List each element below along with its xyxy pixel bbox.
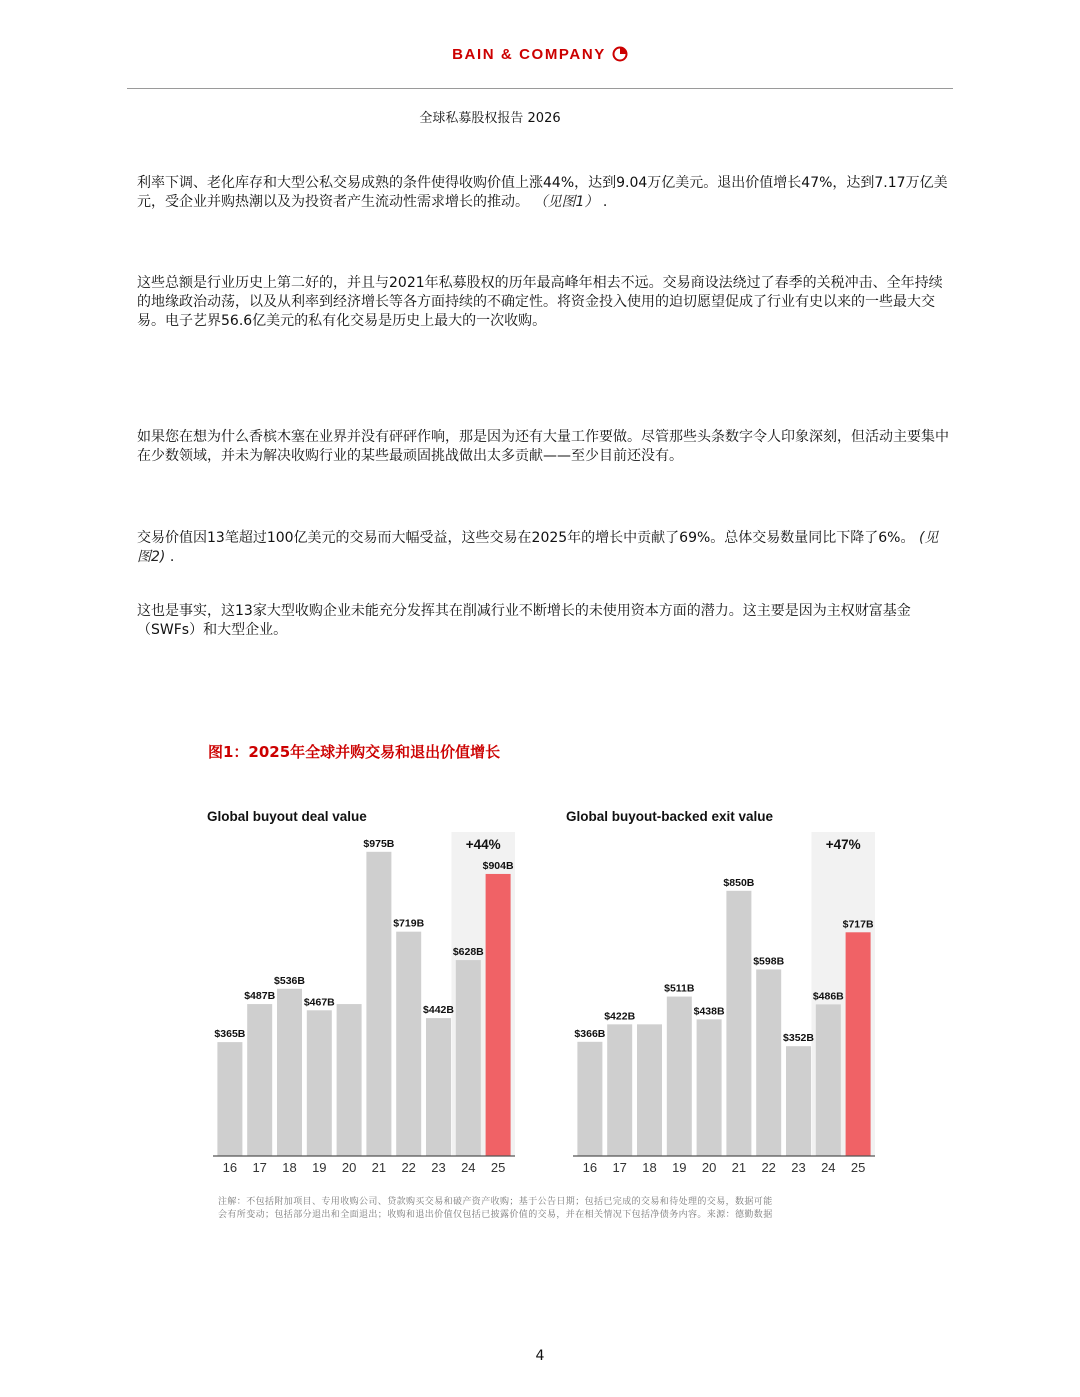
x-tick-label: 18 bbox=[282, 1160, 297, 1175]
bar-25 bbox=[846, 932, 871, 1156]
paragraph-tail: . bbox=[169, 549, 175, 565]
company-logo bbox=[0, 46, 1080, 63]
data-label: $719B bbox=[393, 917, 425, 930]
bar-23 bbox=[426, 1018, 451, 1156]
paragraph-text: 利率下调、老化库存和大型公私交易成熟的条件使得收购价值上涨44%，达到9.04万亿美元。退出价值增长47%，达到7.17万亿美元，受企业并购热潮以及为投资者产生流动性需求增长的推动。 bbox=[137, 175, 948, 210]
bar-23 bbox=[786, 1046, 811, 1156]
footnote-line: 注解：不包括附加项目、专用收购公司、贷款购买交易和破产资产收购；基于公告日期；包括已完成的交易和待处理的交易，数据可能 bbox=[218, 1197, 773, 1207]
data-label: $717B bbox=[842, 918, 874, 931]
paragraph-tail: . bbox=[602, 194, 608, 210]
bar-21 bbox=[366, 852, 391, 1156]
x-tick-label: 21 bbox=[731, 1160, 747, 1175]
data-label: $536B bbox=[274, 974, 305, 987]
figure-reference: （见图1） bbox=[533, 194, 599, 210]
bar-25 bbox=[486, 874, 511, 1156]
x-tick-label: 18 bbox=[642, 1160, 657, 1175]
x-tick-label: 19 bbox=[672, 1160, 687, 1175]
data-label: $365B bbox=[214, 1028, 246, 1041]
growth-annotation: +47% bbox=[825, 837, 861, 852]
data-label: $487B bbox=[244, 990, 276, 1003]
paragraph-5 bbox=[137, 602, 952, 640]
bar-18 bbox=[637, 1024, 662, 1156]
x-tick-label: 21 bbox=[371, 1160, 387, 1175]
bar-20 bbox=[697, 1019, 722, 1156]
x-tick-label: 17 bbox=[612, 1160, 627, 1175]
chart-title-exit-value: Global buyout-backed exit value bbox=[566, 809, 774, 824]
bar-22 bbox=[396, 932, 421, 1156]
x-tick-label: 24 bbox=[461, 1160, 476, 1175]
bar-21 bbox=[726, 891, 751, 1156]
data-label: $975B bbox=[363, 837, 395, 850]
x-tick-label: 24 bbox=[821, 1160, 836, 1175]
data-label: $467B bbox=[303, 996, 335, 1009]
bar-18 bbox=[277, 989, 302, 1156]
data-label: $628B bbox=[452, 946, 484, 959]
bar-16 bbox=[577, 1042, 602, 1156]
data-label: $850B bbox=[723, 876, 755, 889]
x-tick-label: 20 bbox=[341, 1160, 357, 1175]
x-tick-label: 22 bbox=[401, 1160, 416, 1175]
figure-footnote bbox=[218, 1196, 878, 1222]
x-tick-label: 16 bbox=[582, 1160, 598, 1175]
data-label: $366B bbox=[574, 1027, 606, 1040]
data-label: $422B bbox=[604, 1010, 636, 1023]
x-tick-label: 17 bbox=[252, 1160, 267, 1175]
data-label: $438B bbox=[693, 1005, 725, 1018]
figure-title: 图1：2025年全球并购交易和退出价值增长 bbox=[208, 743, 501, 761]
paragraph-1 bbox=[137, 174, 952, 212]
footnote-line: 会有所变动；包括部分退出和全面退出；收购和退出价值仅包括已披露价值的交易，并在相关情况下包括净债务内容。来源：德勤数据 bbox=[218, 1210, 773, 1220]
paragraph-text: 这也是事实，这13家大型收购企业未能充分发挥其在削减行业不断增长的未使用资本方面的潜力。这主要是因为主权财富基金（SWFs）和大型企业。 bbox=[137, 603, 911, 638]
growth-annotation: +44% bbox=[465, 837, 501, 852]
chart-title-deal-value: Global buyout deal value bbox=[207, 809, 367, 824]
data-label: $904B bbox=[482, 859, 514, 872]
data-label: $486B bbox=[812, 990, 844, 1003]
page-number: 4 bbox=[535, 1348, 545, 1364]
paragraph-4 bbox=[137, 529, 952, 567]
bar-17 bbox=[607, 1024, 632, 1156]
logo-clock-icon bbox=[612, 46, 628, 62]
paragraph-text: 这些总额是行业历史上第二好的，并且与2021年私募股权的历年最高峰年相去不远。交易商设法绕过了春季的关税冲击、全年持续的地缘政治动荡，以及从利率到经济增长等各方面持续的不确定性。将资金投入使用的迫切愿望促成了行业有史以来的一些最大交易。电子艺界56.6亿美元的私有化交易是历史上最大的一次收购。 bbox=[137, 275, 943, 329]
bar-16 bbox=[217, 1042, 242, 1156]
bar-17 bbox=[247, 1004, 272, 1156]
bar-19 bbox=[667, 997, 692, 1156]
paragraph-text: 交易价值因13笔超过100亿美元的交易而大幅受益，这些交易在2025年的增长中贡献了69%。总体交易数量同比下降了6%。 bbox=[137, 530, 915, 546]
logo-text: BAIN & COMPANY bbox=[452, 46, 606, 63]
paragraph-2 bbox=[137, 274, 952, 331]
bar-24 bbox=[456, 960, 481, 1156]
bar-24 bbox=[816, 1004, 841, 1156]
bar-19 bbox=[307, 1010, 332, 1156]
report-title: 全球私募股权报告 2026 bbox=[419, 111, 561, 126]
deal-value-bar-chart bbox=[205, 828, 515, 1183]
bar-22 bbox=[756, 969, 781, 1156]
exit-value-bar-chart bbox=[565, 828, 875, 1183]
data-label: $352B bbox=[783, 1032, 814, 1045]
bar-20 bbox=[337, 1004, 362, 1156]
x-tick-label: 25 bbox=[850, 1160, 866, 1175]
data-label: $511B bbox=[664, 982, 695, 995]
x-tick-label: 25 bbox=[490, 1160, 506, 1175]
x-tick-label: 20 bbox=[701, 1160, 717, 1175]
x-tick-label: 23 bbox=[431, 1160, 446, 1175]
data-label: $598B bbox=[753, 955, 785, 968]
paragraph-text: 如果您在想为什么香槟木塞在业界并没有砰砰作响，那是因为还有大量工作要做。尽管那些头条数字令人印象深刻，但活动主要集中在少数领域，并未为解决收购行业的某些最顽固挑战做出太多贡献——至少目前还没有。 bbox=[137, 429, 949, 464]
paragraph-3 bbox=[137, 428, 952, 466]
data-label: $442B bbox=[423, 1004, 454, 1017]
header-divider bbox=[127, 88, 953, 89]
x-tick-label: 19 bbox=[312, 1160, 327, 1175]
x-tick-label: 22 bbox=[761, 1160, 776, 1175]
x-tick-label: 23 bbox=[791, 1160, 806, 1175]
figure-reference: (见图2) bbox=[137, 530, 939, 565]
x-tick-label: 16 bbox=[222, 1160, 238, 1175]
